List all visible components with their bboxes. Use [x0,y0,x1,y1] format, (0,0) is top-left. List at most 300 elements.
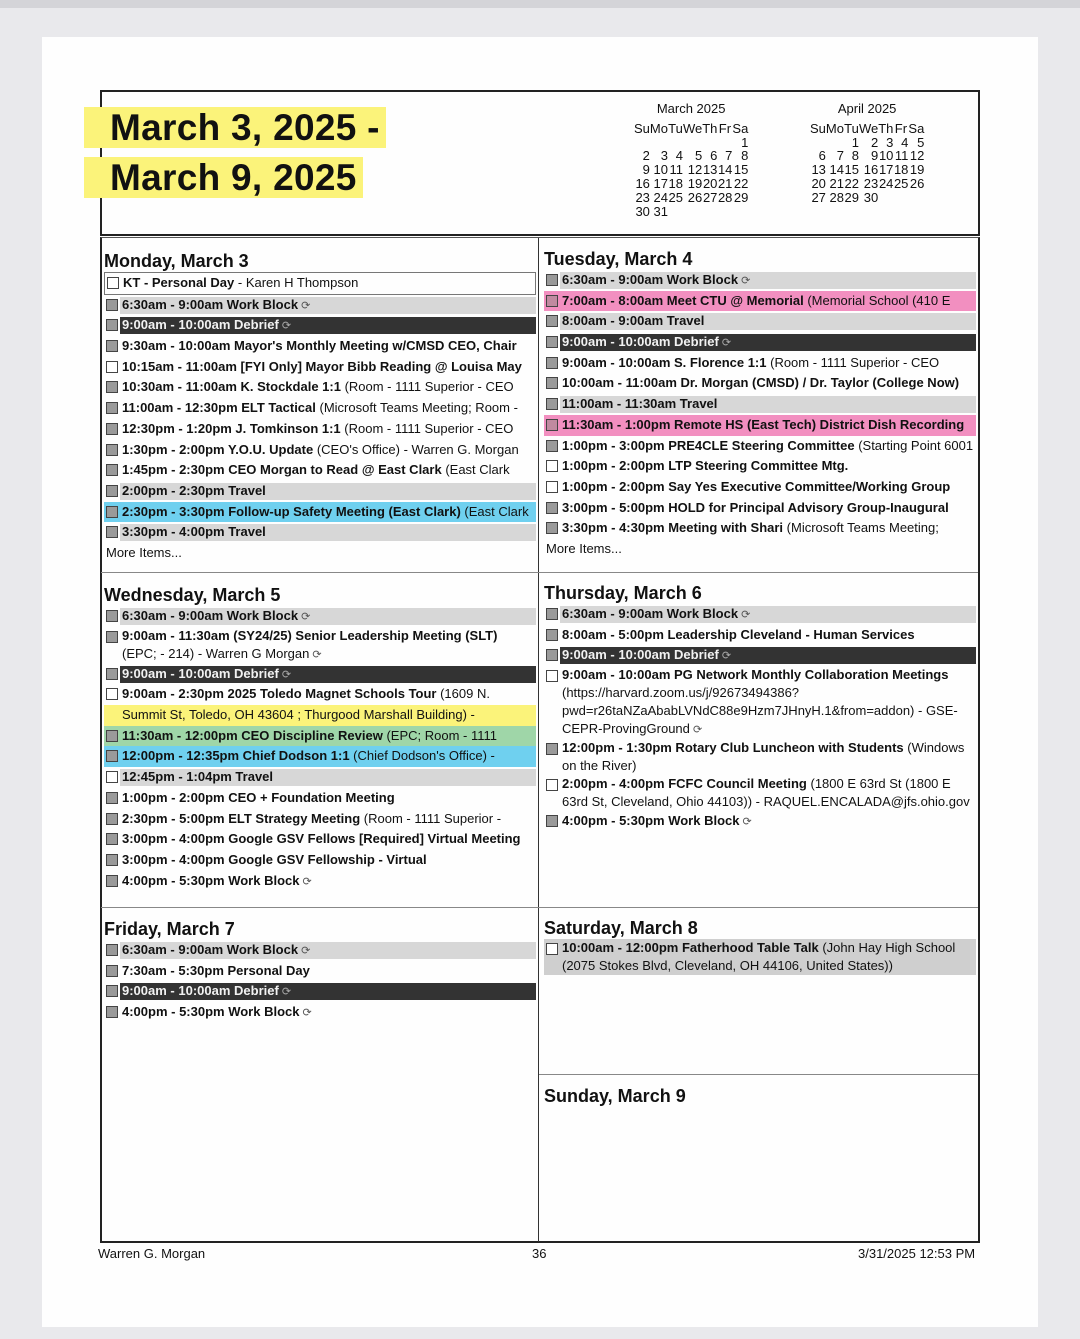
weekday-label: Sa [908,120,925,136]
calendar-event[interactable] [544,666,976,739]
event-title: 9:00am - 10:00am PG Network Monthly Collaboration Meetings [562,667,949,683]
event-title: 9:00am - 2:30pm 2025 Toledo Magnet Schools Tour [122,686,437,702]
event-status-box [106,944,118,956]
event-detail: (Starting Point 6001 [854,437,974,453]
mini-calendar-april [810,102,924,205]
day-tuesday [544,248,976,559]
event-status-box [546,377,558,389]
calendar-event[interactable] [544,645,976,666]
weekday-label: Fr [894,120,908,136]
event-title: 1:00pm - 3:00pm PRE4CLE Steering Committee [562,437,855,453]
row-divider [101,572,978,573]
event-title: 1:00pm - 2:00pm Say Yes Executive Committee/Working Group [562,478,951,494]
calendar-event[interactable] [104,705,536,726]
calendar-date: 3 [660,148,668,164]
calendar-event[interactable] [104,746,536,767]
calendar-event[interactable] [104,981,536,1002]
recurring-icon: ⟳ [298,299,311,312]
calendar-date: 6 [710,148,718,164]
recurring-icon: ⟳ [739,816,752,829]
calendar-date [702,136,717,150]
event-status-box [546,629,558,641]
calendar-date: 19 [687,175,703,191]
calendar-date: 5 [695,148,703,164]
calendar-event[interactable] [104,336,536,357]
event-status-box [106,402,118,414]
calendar-date: 26 [687,189,703,205]
calendar-event[interactable] [104,788,536,809]
event-title: 9:00am - 10:00am Debrief [562,334,719,350]
weekday-label: Tu [844,120,859,136]
recurring-icon: ⟳ [278,986,292,999]
calendar-date: 28 [717,189,733,205]
event-status-box [107,277,119,289]
event-title: 9:00am - 10:00am Debrief [122,983,279,999]
event-status-box [106,965,118,977]
recurring-icon: ⟳ [298,611,311,623]
day-title: Tuesday, March 4 [544,249,693,269]
calendar-date: 29 [844,189,859,205]
calendar-date: 25 [893,175,909,191]
calendar-date: 17 [653,175,668,191]
calendar-event[interactable] [544,625,976,646]
calendar-event[interactable] [544,604,976,625]
day-title: Saturday, March 8 [544,918,698,938]
event-status-box [546,481,558,493]
calendar-date [702,205,717,219]
calendar-date: 7 [725,148,733,164]
event-title: 9:30am - 10:00am Mayor's Monthly Meeting w/CMSD CEO, Chair [122,338,517,354]
calendar-date: 2 [871,134,879,150]
calendar-event[interactable] [544,311,976,332]
event-title: 1:00pm - 2:00pm LTP Steering Committee Mtg. [562,458,849,474]
calendar-event[interactable] [104,606,536,627]
calendar-event[interactable] [544,498,976,519]
day-title: Friday, March 7 [104,919,235,939]
event-detail: (Room - 1111 Superior - [360,810,502,826]
calendar-date: 1 [851,134,859,150]
weekday-label: Mo [825,120,844,136]
mini-calendar-table [810,122,924,205]
event-title: 7:30am - 5:30pm Personal Day [122,962,310,978]
event-title: 8:00am - 5:00pm Leadership Cleveland - Human Services [562,626,915,642]
mini-calendar-title: April 2025 [837,101,897,116]
event-status-box [106,319,118,331]
recurring-icon: ⟳ [309,648,322,661]
event-title: 9:00am - 11:30am (SY24/25) Senior Leadership Meeting (SLT) [122,627,498,643]
event-status-box [106,854,118,866]
more-items-link[interactable]: More Items... [546,540,622,556]
event-title: 10:30am - 11:00am K. Stockdale 1:1 [122,379,341,395]
event-title: 1:00pm - 2:00pm CEO + Foundation Meeting [122,789,395,805]
row-divider [539,1074,978,1075]
event-title: 11:00am - 11:30am Travel [562,396,718,412]
calendar-date: 20 [702,175,718,191]
calendar-date: 24 [878,175,894,191]
weekday-label: We [682,120,703,136]
calendar-event[interactable] [104,272,536,295]
calendar-date [810,136,826,150]
event-status-box [106,792,118,804]
event-title: 8:00am - 9:00am Travel [562,313,705,329]
calendar-event[interactable] [104,627,536,664]
day-saturday [544,917,976,975]
weekday-label: Su [810,120,826,136]
event-title: KT - Personal Day [123,275,235,290]
event-detail: (Microsoft Teams Meeting; [783,520,939,536]
recurring-icon: ⟳ [689,724,703,737]
calendar-event[interactable] [544,456,976,477]
recurring-icon: ⟳ [278,668,292,681]
event-detail: (CEO's Office) - Warren G. Morgan [313,441,519,457]
weekday-label: Fr [718,120,732,136]
calendar-event[interactable] [104,684,536,705]
event-title: 6:30am - 9:00am Work Block [562,606,739,621]
event-status-box [546,502,558,514]
calendar-date: 12 [687,162,703,178]
event-detail: - Karen H Thompson [234,275,359,290]
calendar-date: 10 [653,162,668,178]
footer-page-number: 36 [532,1246,547,1261]
calendar-event[interactable] [544,811,976,832]
event-detail: (Room - 1111 Superior - CEO [340,420,514,436]
calendar-event[interactable] [544,270,976,291]
event-status-box [546,779,558,791]
event-status-box [106,750,118,762]
event-status-box [546,419,558,431]
event-status-box [106,875,118,887]
calendar-date: 16 [635,175,650,191]
calendar-event[interactable] [104,502,536,523]
calendar-date: 13 [702,162,718,178]
calendar-event[interactable] [104,1002,536,1023]
event-status-box [106,813,118,825]
day-monday [104,250,536,563]
event-title: 11:30am - 1:00pm Remote HS (East Tech) District Dish Recording [562,416,965,432]
weekday-label: Su [634,120,650,136]
calendar-date: 1 [741,134,749,150]
event-status-box [106,381,118,393]
event-status-box [546,815,558,827]
event-status-box [546,460,558,472]
calendar-date: 3 [886,134,894,150]
event-title: 2:30pm - 5:00pm ELT Strategy Meeting [122,810,361,826]
event-status-box [546,743,558,755]
calendar-event[interactable] [104,871,536,892]
calendar-date: 18 [668,175,683,191]
event-detail: (1609 N. [436,686,490,702]
event-status-box [106,833,118,845]
calendar-date: 8 [851,148,859,164]
event-title: 11:00am - 12:30pm ELT Tactical [122,400,316,416]
calendar-event[interactable] [544,332,976,353]
event-status-box [106,771,118,783]
event-status-box [106,361,118,373]
calendar-event[interactable] [544,394,976,415]
calendar-date: 9 [642,162,650,178]
calendar-date: 23 [863,175,879,191]
recurring-icon: ⟳ [718,650,732,663]
calendar-date: 2 [642,148,650,164]
event-title: 12:00pm - 1:30pm Rotary Club Luncheon with Students [562,740,904,756]
calendar-event[interactable] [544,477,976,498]
event-title: 9:00am - 10:00am Debrief [562,647,719,663]
event-title: 2:00pm - 4:00pm FCFC Council Meeting [562,776,807,792]
event-status-box [546,522,558,534]
calendar-event[interactable] [104,726,536,747]
event-detail: (East Clark [441,462,510,478]
event-detail: (Chief Dodson's Office) - [349,748,495,764]
event-detail: (EPC; - 214) - Warren G Morgan [122,645,310,661]
event-status-box [106,444,118,456]
event-status-box [546,608,558,620]
calendar-event[interactable] [544,373,976,394]
calendar-date: 21 [829,175,844,191]
calendar-date: 22 [844,175,859,191]
calendar-date: 25 [668,189,683,205]
mini-calendar-march [634,102,748,218]
event-status-box [106,485,118,497]
recurring-icon: ⟳ [299,875,312,888]
weekday-label: Mo [649,120,668,136]
day-sunday [544,1085,976,1107]
calendar-date: 22 [733,175,749,191]
event-title: 6:30am - 9:00am Work Block [122,296,299,312]
mini-calendar-title: March 2025 [656,101,726,116]
calendar-event[interactable] [544,436,976,457]
calendar-date: 11 [669,162,683,178]
calendar-event[interactable] [544,939,976,975]
weekday-label: Th [702,120,718,136]
event-detail: (Room - 1111 Superior - CEO [340,379,514,395]
event-status-box [106,526,118,538]
recurring-icon: ⟳ [298,945,311,957]
calendar-date: 26 [909,175,925,191]
event-title: 10:15am - 11:00am [FYI Only] Mayor Bibb Reading @ Louisa May [122,358,522,374]
event-detail: (Room - 1111 Superior - CEO [766,354,940,370]
event-detail: (John Hay High School (2075 Stokes Blvd, Cleveland, OH 44106, United States)) [562,940,956,973]
recurring-icon: ⟳ [299,1007,312,1020]
top-bar [0,0,1080,8]
calendar-date: 4 [675,148,683,164]
calendar-date: 11 [894,148,909,164]
event-title: 9:00am - 10:00am Debrief [122,317,279,333]
calendar-date [717,205,732,219]
calendar-event[interactable] [104,664,536,685]
calendar-date: 4 [901,134,909,150]
event-detail: (EPC; Room - 1111 [382,727,497,743]
event-detail: (Microsoft Teams Meeting; Room - [315,400,518,416]
calendar-event[interactable] [104,850,536,871]
calendar-event[interactable] [104,481,536,502]
calendar-date [908,191,924,205]
footer-owner: Warren G. Morgan [98,1246,206,1261]
event-status-box [106,631,118,643]
calendar-date: 14 [829,162,844,178]
calendar-date: 27 [811,189,826,205]
calendar-event[interactable] [104,419,536,440]
calendar-date [683,136,702,150]
event-status-box [106,985,118,997]
calendar-date: 13 [811,162,826,178]
calendar-date: 31 [653,203,668,219]
event-title: 4:00pm - 5:30pm Work Block [122,872,300,888]
calendar-date: 8 [741,148,749,164]
calendar-date: 17 [878,162,894,178]
calendar-date: 16 [863,162,879,178]
day-thursday [544,582,976,832]
event-title: 2:30pm - 3:30pm Follow-up Safety Meeting (East Clark) [122,503,461,519]
calendar-date: 6 [818,148,826,164]
event-status-box [106,668,118,680]
calendar-date: 24 [653,189,668,205]
event-title: 12:45pm - 1:04pm Travel [122,769,274,785]
calendar-event[interactable] [104,315,536,336]
calendar-date [668,136,683,150]
calendar-event[interactable] [104,357,536,378]
calendar-date: 29 [733,189,749,205]
calendar-date [650,136,668,150]
calendar-date: 23 [635,189,650,205]
event-title: 1:30pm - 2:00pm Y.O.U. Update [122,441,314,457]
event-status-box [106,506,118,518]
calendar-date: 5 [917,134,925,150]
calendar-date [732,205,748,219]
event-title: 10:00am - 11:00am Dr. Morgan (CMSD) / Dr. Taylor (College Now) [562,375,960,391]
calendar-event[interactable] [104,377,536,398]
event-title: 3:00pm - 4:00pm Google GSV Fellows [Required] Virtual Meeting [122,831,521,847]
event-title: 9:00am - 10:00am S. Florence 1:1 [562,354,767,370]
calendar-event[interactable] [104,522,536,543]
event-title: 6:30am - 9:00am Work Block [562,272,739,287]
event-title: 4:00pm - 5:30pm Work Block [562,813,740,829]
calendar-date [717,136,732,150]
event-title: 10:00am - 12:00pm Fatherhood Table Talk [562,940,819,955]
calendar-date: 28 [829,189,844,205]
row-divider [101,907,978,908]
event-title: 6:30am - 9:00am Work Block [122,942,299,957]
day-title: Monday, March 3 [104,251,249,271]
recurring-icon: ⟳ [278,320,292,333]
calendar-date: 30 [863,189,879,205]
event-title: 7:00am - 8:00am Meet CTU @ Memorial [562,292,804,308]
calendar-event[interactable] [104,295,536,316]
calendar-event[interactable] [544,739,976,775]
range-end: March 9, 2025 [106,156,363,200]
calendar-date: 15 [733,162,749,178]
event-status-box [106,610,118,622]
calendar-event[interactable] [104,767,536,788]
event-title: 9:00am - 10:00am Debrief [122,665,279,681]
event-status-box [546,649,558,661]
calendar-event[interactable] [544,775,976,811]
event-detail: (Memorial School (410 E [803,292,951,308]
calendar-event[interactable] [104,460,536,481]
range-start: March 3, 2025 - [106,106,386,150]
calendar-date: 21 [717,175,733,191]
event-status-box [106,299,118,311]
event-title: 12:30pm - 1:20pm J. Tomkinson 1:1 [122,420,341,436]
event-status-box [546,357,558,369]
calendar-event[interactable] [104,829,536,850]
event-title: 3:00pm - 4:00pm Google GSV Fellowship - Virtual [122,851,427,867]
calendar-event[interactable] [104,398,536,419]
mini-calendar-table [634,122,748,219]
event-title: 3:30pm - 4:30pm Meeting with Shari [562,520,784,536]
event-detail: (https://harvard.zoom.us/j/92673494386?pwd=r26taNZaAbabLVNdC88e9Hzm7JHnyH.1&from=addon) - GSE-CEPR-ProvingGround [562,685,958,737]
calendar-event[interactable] [104,961,536,982]
day-title: Thursday, March 6 [544,583,702,603]
calendar-date: 10 [878,148,894,164]
calendar-date [668,205,683,219]
calendar-date [826,136,844,150]
event-status-box [546,274,558,286]
event-title: 2:00pm - 2:30pm Travel [122,482,266,498]
event-status-box [106,340,118,352]
event-title: 1:45pm - 2:30pm CEO Morgan to Read @ East Clark [122,462,442,478]
day-title: Wednesday, March 5 [104,585,281,605]
calendar-event[interactable] [544,291,976,312]
event-detail: (Windows on the River) [562,740,965,774]
day-friday [104,918,536,1023]
event-status-box [546,670,558,682]
calendar-event[interactable] [104,940,536,961]
event-detail: Summit St, Toledo, OH 43604 ; Thurgood Marshall Building) - [122,707,475,723]
calendar-date [893,191,908,205]
weekday-label: Tu [668,120,683,136]
weekday-label: We [858,120,879,136]
event-status-box [546,440,558,452]
calendar-date [683,205,702,219]
event-detail: (1800 E 63rd St (1800 E 63rd St, Cleveland, Ohio 44103)) - RAQUEL.ENCALADA@jfs.ohio.gov [562,776,970,810]
event-status-box [106,1006,118,1018]
event-status-box [546,398,558,410]
event-status-box [546,943,558,955]
calendar-date [634,136,650,150]
calendar-date: 12 [909,148,925,164]
calendar-event[interactable] [104,809,536,830]
calendar-event[interactable] [104,440,536,461]
calendar-date: 9 [871,148,879,164]
event-title: 3:30pm - 4:00pm Travel [122,524,266,540]
event-detail: (East Clark [460,503,529,519]
event-status-box [106,688,118,700]
calendar-date: 7 [836,148,844,164]
event-title: 3:00pm - 5:00pm HOLD for Principal Advisory Group-Inaugural [562,499,949,515]
event-status-box [546,315,558,327]
calendar-date: 20 [811,175,826,191]
event-title: 11:30am - 12:00pm CEO Discipline Review [122,727,383,743]
event-status-box [546,295,558,307]
event-status-box [106,730,118,742]
calendar-date [878,191,893,205]
footer-printed-date: 3/31/2025 12:53 PM [858,1246,976,1261]
calendar-date: 15 [844,162,859,178]
event-title: 4:00pm - 5:30pm Work Block [122,1004,300,1020]
event-status-box [106,423,118,435]
calendar-event[interactable] [544,353,976,374]
calendar-date: 18 [893,162,909,178]
calendar-date: 19 [909,162,925,178]
weekday-label: Th [878,120,894,136]
calendar-event[interactable] [544,518,976,539]
calendar-event[interactable] [544,415,976,436]
weekday-label: Sa [732,120,749,136]
more-items-link[interactable]: More Items... [106,544,182,560]
week-header [100,90,980,236]
recurring-icon: ⟳ [718,337,732,350]
calendar-date: 14 [717,162,733,178]
